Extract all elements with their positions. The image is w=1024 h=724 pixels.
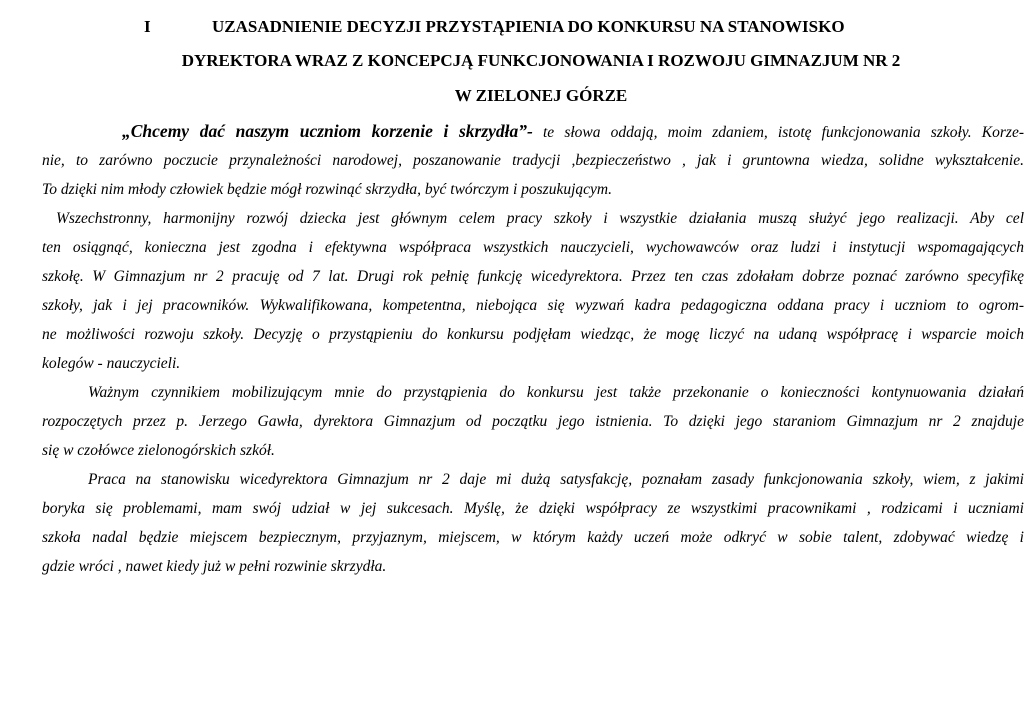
paragraph-2 (42, 204, 1024, 378)
paragraph-4-line-1: Praca na stanowisku wicedyrektora Gimnazjum nr 2 daje mi dużą satysfakcję, poznałam zasady funkcjonowania szkoły, wiem, z jakimi (88, 471, 1024, 488)
paragraph-3 (42, 378, 1024, 465)
heading-title-line-3: W ZIELONEJ GÓRZE (454, 86, 628, 105)
quote-open: „ (122, 121, 131, 141)
paragraph-2-line-2: ten osiągnąć, konieczna jest zgodna i efektywna współpraca wszystkich nauczycieli, wychowawców oraz ludzi i instytucji wspomagających (42, 239, 1024, 256)
motto-quote (122, 121, 533, 141)
motto-text: Chcemy dać naszym uczniom korzenie i skrzydła (130, 121, 519, 141)
heading-title-line-1: UZASADNIENIE DECYZJI PRZYSTĄPIENIA DO KONKURSU NA STANOWISKO (212, 17, 845, 36)
document-body (42, 117, 1024, 581)
paragraph-4 (42, 465, 1024, 581)
paragraph-2-line-3: szkołę. W Gimnazjum nr 2 pracuję od 7 lat. Drugi rok pełnię funkcję wicedyrektora. Przez ten czas zdołałam dobrze poznać zarówno specyfikę (42, 268, 1024, 285)
paragraph-4-line-3: szkoła nadal będzie miejscem bezpiecznym, przyjaznym, miejscem, w którym każdy uczeń może odkryć w sobie talent, zdobywać wiedzę i (42, 529, 1024, 546)
paragraph-1-line-1 (42, 117, 1024, 146)
paragraph-1-line-2: nie, to zarówno poczucie przynależności narodowej, poszanowanie tradycji ,bezpieczeństwo , jak i gruntowna wiedza, solidne wykształcenie. (42, 152, 1024, 169)
paragraph-3-line-2: rozpoczętych przez p. Jerzego Gawła, dyrektora Gimnazjum od początku jego istnienia. To dzięki jego staraniom Gimnazjum nr 2 znajduje (42, 413, 1024, 430)
quote-close: ”- (518, 121, 533, 141)
paragraph-2-line-4: szkoły, jak i jej pracowników. Wykwalifikowana, kompetentna, niebojąca się wyzwań kadra pedagogiczna oddana pracy i uczniom to ogrom- (42, 297, 1024, 314)
heading-title-line-2: DYREKTORA WRAZ Z KONCEPCJĄ FUNKCJONOWANIA I ROZWOJU GIMNAZJUM NR 2 (181, 51, 901, 70)
paragraph-1 (42, 117, 1024, 204)
paragraph-4-line-2: boryka się problemami, mam swój udział w jej sukcesach. Myślę, że dzięki współpracy ze wszystkimi pracownikami , rodzicami i uczniami (42, 500, 1024, 517)
paragraph-1-line-1-rest: te słowa oddają, moim zdaniem, istotę funkcjonowania szkoły. Korze- (532, 124, 1024, 141)
paragraph-4-line-4: gdzie wróci , nawet kiedy już w pełni rozwinie skrzydła. (42, 558, 387, 575)
paragraph-2-line-1: Wszechstronny, harmonijny rozwój dziecka jest głównym celem pracy szkoły i wszystkie działania muszą służyć jego realizacji. Aby cel (56, 210, 1024, 227)
paragraph-1-line-3: To dzięki nim młody człowiek będzie mógł rozwinąć skrzydła, być twórczym i poszukującym. (42, 181, 612, 198)
paragraph-2-line-6: kolegów - nauczycieli. (42, 355, 181, 372)
paragraph-3-line-3: się w czołówce zielonogórskich szkół. (42, 442, 275, 459)
paragraph-2-line-5: ne możliwości rozwoju szkoły. Decyzję o przystąpieniu do konkursu podjęłam wiedząc, że mogę liczyć na udaną współpracę i wsparcie moich (42, 326, 1024, 343)
section-numeral: I (144, 17, 151, 36)
paragraph-3-line-1: Ważnym czynnikiem mobilizującym mnie do przystąpienia do konkursu jest także przekonanie o konieczności kontynuowania działań (88, 384, 1024, 401)
